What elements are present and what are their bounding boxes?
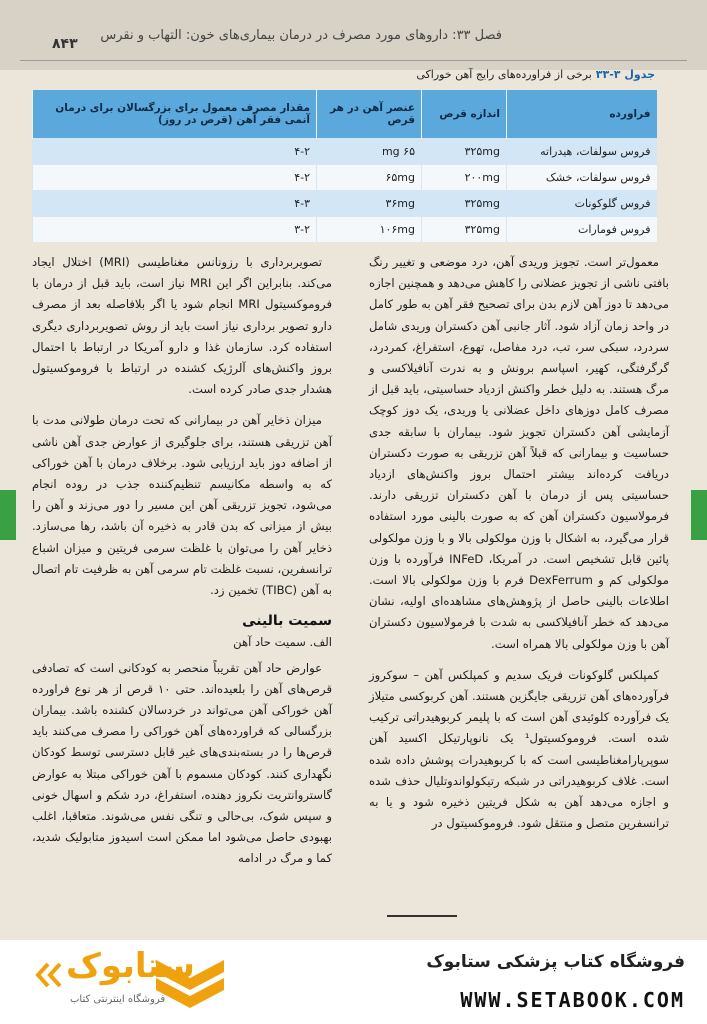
cell-usual-dose: ۴-۲: [33, 139, 317, 165]
paragraph: عوارض حاد آهن تقریباً منحصر به کودکانی است که تصادفی قرص‌های آهن را بلعیده‌اند. حتی ۱۰ قرص از هر نوع فراورده آهن خوراکی آهن می‌تواند در خردسالان کشنده باشد. بیماران بزرگسالی که فراورده‌های آهن خوراکی را مصرف می‌کنند باید قرص‌ها را در بسته‌بندی‌های غیر قابل دسترسی توسط کودکان نگهداری کنند. کودکان مسموم با آهن خوراکی مبتلا به عوارض گاستروانتریت نکروز دهنده، استفراغ، درد شکم و اسهال خونی و سپس شوک، بی‌حالی و تنگی نفس می‌شوند. متعاقبا، اغلب بهبودی حاصل می‌شود اما ممکن است اسیدوز متابولیک شدید، کما و مرگ در ادامه: [32, 660, 332, 866]
page-number: ۸۴۳: [52, 36, 78, 52]
logo-tagline: فروشگاه اینترنتی کتاب: [70, 994, 166, 1005]
paragraph: معمول‌تر است. تجویز وریدی آهن، درد موضعی و تغییر رنگ بافتی ناشی از تجویز عضلانی را کاهش می‌دهد و همچنین اجازه می‌دهد تا دوز آهن لازم بدن برای تصحیح فقر آهن به طور کامل در واحد زمان آزاد شود. آثار جانبی آهن دکستران وریدی شامل سردرد، سبکی سر، تب، درد مفاصل، تهوع، استفراغ، کمردرد، گرگرفتگی، کهیر، اسپاسم برونش و به ندرت آنافیلاکسی و مرگ هستند. به دلیل خطر واکنش ازدیاد حساسیتی، باید قبل از مصرف کامل دوزهای داخل عضلانی یا وریدی، یک دوز کوچک آزمایشی آهن دکستران تجویز شود. بیماران با سابقه جدی حساسیت و بیمارانی که قبلاً آهن تزریقی به صورت دکستران دریافت کرده‌اند بیشتر احتمال بروز واکنش‌های ازدیاد حساسیتی پس از درمان با آهن دکستران تزریقی دارند. فرمولاسیون دکستران آهن که به صورت بالینی مورد استفاده قرار می‌گیرد، به اشکال با وزن مولکولی بالا و با وزن مولکولی پائین قابل تشخیص است. در آمریکا، INFeD فرآورده با وزن مولکولی کم و DexFerrum فرم با وزن مولکولی بالا است. اطلاعات بالینی حاصل از پژوهش‌های مشاهده‌ای اولیه، نشان می‌دهد که خطر آنافیلاکسی به شدت با فرمولاسیون دکستران آهن با وزن مولکولی بالا همراه است.: [369, 255, 670, 651]
shop-banner: [0, 942, 707, 1024]
table-caption: [416, 68, 655, 81]
paragraph: میزان ذخایر آهن در بیمارانی که تحت درمان طولانی مدت با آهن تزریقی هستند، برای جلوگیری از عوارض جدی آهن ناشی از اضافه دوز باید ارزیابی شود. برخلاف درمان با آهن خوراکی که به واسطه مکانیسم تنظیم‌کننده جذب در روده انجام می‌شود، تجویز تزریقی آهن این مسیر را دور می‌زند و آهن را بیش از میزانی که بدن قادر به ذخیره آن باشد، رها می‌سازد. ذخایر آهن را می‌توان با غلظت سرمی فریتین و میزان اشباع ترانسفرین، نسبت غلظت تام سرمی آهن به ظرفیت تام اتصال به آهن (TIBC) تخمین زد.: [32, 413, 332, 598]
paragraph: تصویربرداری با رزونانس مغناطیسی (MRI) اختلال ایجاد می‌کند. بنابراین اگر این MRI نیاز است، باید قبل از درمان با فروموکسیتول MRI انجام شود یا اگر بلافاصله بعد از مصرف دارو تصویر برداری نیاز است باید از روش تصویربرداری دیگری استفاده کرد. سازمان غذا و دارو آمریکا در ارتباط با احتمال بروز واکنش‌های آلرژیک کشنده در ارتباط با فروموکسیتول هشدار جدی صادر کرده است.: [32, 255, 332, 397]
chapter-tab-marker: [0, 490, 16, 540]
shop-title: فروشگاه کتاب پزشکی ستابوک: [426, 952, 685, 972]
header-usual-dose: مقدار مصرف معمول برای بزرگسالان برای درمان آنمی فقر آهن (قرص در روز): [33, 90, 317, 139]
paragraph: کمپلکس گلوکونات فریک سدیم و کمپلکس آهن – سوکروز فرآورده‌های آهن تزریقی جایگزین هستند. آهن کربوکسی متیلاز یک فرآورده کلوئیدی آهن است که با پلیمر کربوهیدراتی ترکیب شده است. فروموکسیتول¹ یک نانوپارتیکل اکسید آهن سوپرپارامغناطیسی است که با کربوهیدرات پوشش داده شده است. غلاف کربوهیدراتی در شبکه رتیکولواندوتلیال حذف شده و اجازه می‌دهد آهن به شکل فریتین ذخیره شود و یا به ترانسفرین متصل و منتقل شود. فروموکسیتول در: [369, 667, 669, 831]
logo-wordmark: ستابوک: [66, 946, 195, 986]
section-subheading: الف. سمیت حاد آهن: [233, 635, 332, 650]
header-product: فراورده: [507, 90, 657, 139]
chapter-tab-marker: [691, 490, 707, 540]
header-divider: [20, 60, 687, 61]
cell-elemental-iron: ۳۶mg: [317, 191, 422, 217]
shop-url-link[interactable]: WWW.SETABOOK.COM: [460, 988, 685, 1012]
table-row: [33, 191, 657, 217]
cell-elemental-iron: ۱۰۶mg: [317, 217, 422, 243]
cell-usual-dose: ۴-۲: [33, 165, 317, 191]
page-header: [0, 0, 707, 70]
cell-product: فروس سولفات، هیدراته: [507, 139, 657, 165]
cell-usual-dose: ۴-۳: [33, 191, 317, 217]
table-caption-text: برخی از فراورده‌های رایج آهن خوراکی: [416, 68, 592, 81]
iron-preparations-table: [32, 90, 657, 242]
table-row: [33, 217, 657, 243]
cell-tablet-size: ۳۲۵mg: [422, 139, 507, 165]
left-text-column: [32, 252, 332, 880]
cell-elemental-iron: ۶۵ mg: [317, 139, 422, 165]
header-elemental-iron: عنصر آهن در هر قرص: [317, 90, 422, 139]
cell-product: فروس فومارات: [507, 217, 657, 243]
section-heading: سمیت بالینی: [242, 613, 332, 630]
table-caption-label: جدول ۳-۳۳: [595, 68, 655, 81]
cell-elemental-iron: ۶۵mg: [317, 165, 422, 191]
chapter-title: فصل ۳۳: داروهای مورد مصرف در درمان بیماری‌های خون: التهاب و نقرس: [100, 28, 502, 43]
double-chevron-icon: [34, 960, 64, 990]
footnote-divider: [387, 915, 457, 917]
cell-product: فروس سولفات، خشک: [507, 165, 657, 191]
table-row: [33, 139, 657, 165]
cell-usual-dose: ۳-۲: [33, 217, 317, 243]
right-text-column: [369, 252, 669, 844]
cell-tablet-size: ۳۲۵mg: [422, 191, 507, 217]
cell-tablet-size: ۳۲۵mg: [422, 217, 507, 243]
cell-product: فروس گلوکونات: [507, 191, 657, 217]
table-header-row: [33, 90, 657, 139]
table-row: [33, 165, 657, 191]
cell-tablet-size: ۲۰۰mg: [422, 165, 507, 191]
header-tablet-size: اندازه قرص: [422, 90, 507, 139]
